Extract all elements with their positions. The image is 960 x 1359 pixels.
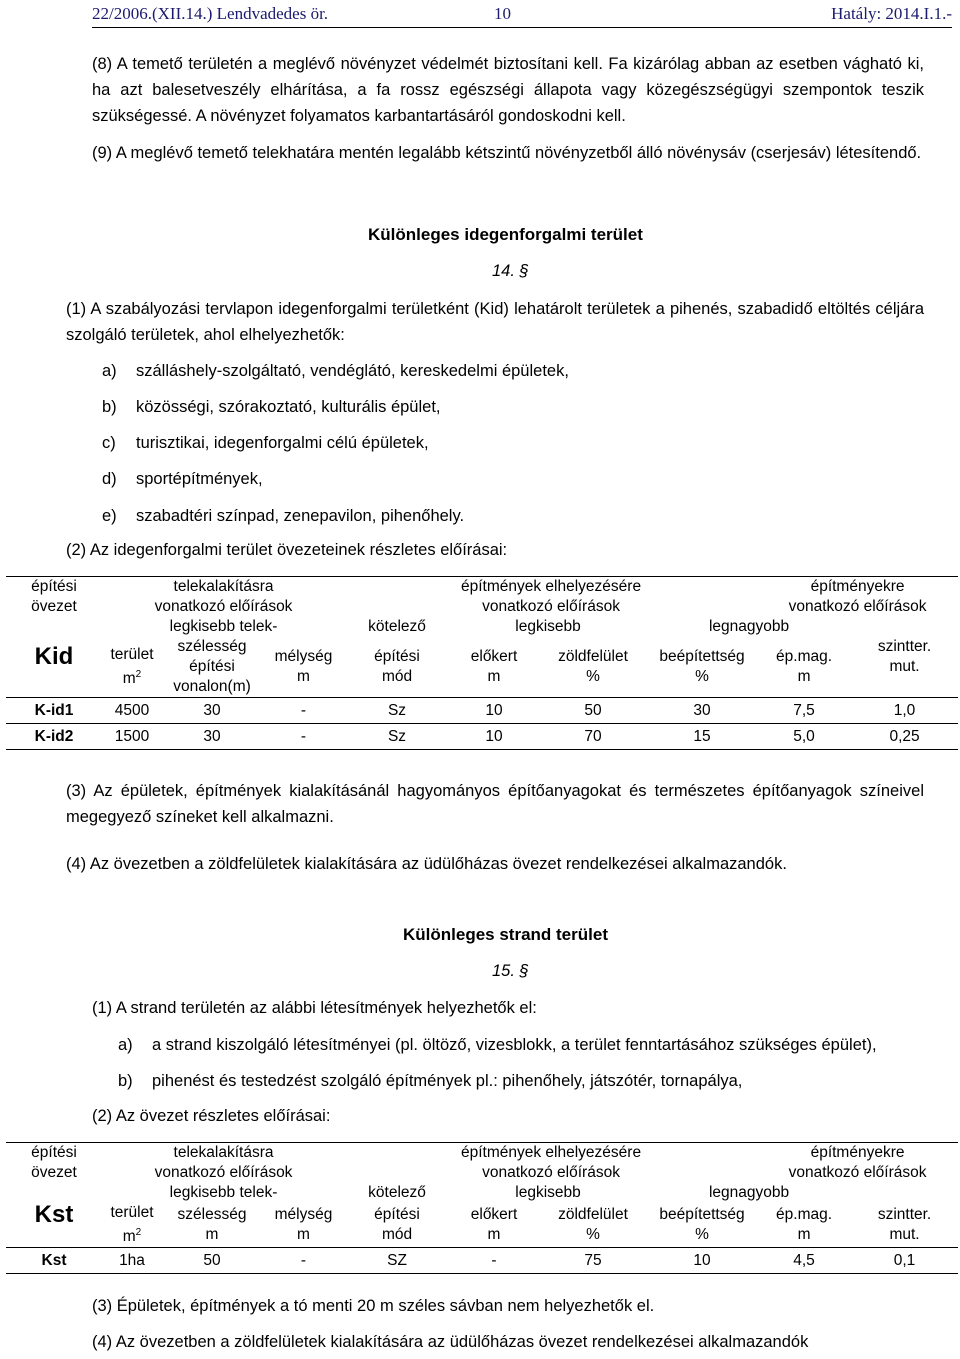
table-header-cell: beépítettség %	[659, 1206, 745, 1244]
s14-paragraph-1: (1) A szabályozási tervlapon idegenforgalmi területként (Kid) lehatárolt területek a pihenés, szabadidő eltöltés céljára szolgáló területek, ahol elhelyezhetők:	[66, 300, 924, 344]
table-header-cell: zöldfelület %	[558, 648, 628, 685]
running-header	[92, 2, 952, 24]
table-cell: 50	[539, 698, 647, 724]
header-rule	[92, 27, 952, 28]
table-header-cell: építményekre vonatkozó előírások	[788, 1144, 927, 1181]
table-cell: -	[262, 724, 345, 750]
section-15-title: Különleges strand terület	[403, 925, 608, 944]
table-header-cell: terület $m^2$	[110, 1204, 154, 1246]
table-header-cell: építmények elhelyezésére vonatkozó előírások	[460, 1144, 642, 1181]
table-cell: 30	[647, 698, 757, 724]
table-header-cell: építmények elhelyezésére vonatkozó előírások	[460, 578, 642, 615]
table-header-cell: terület $m^2$	[110, 645, 154, 688]
table-header-cell: építési övezet	[31, 1144, 77, 1181]
section-14-number: 14. §	[492, 262, 529, 280]
table-cell: K-id2	[6, 724, 102, 750]
table-row	[6, 698, 958, 724]
s15-paragraph-1: (1) A strand területén az alábbi létesítmények helyezhetők el:	[92, 999, 537, 1017]
table-cell: 1,0	[851, 698, 958, 724]
table-header-cell: legnagyobb	[708, 618, 790, 635]
table-cell: 30	[162, 698, 262, 724]
table-cell: 10	[647, 1248, 757, 1274]
kst-requirements-table	[6, 1142, 958, 1274]
table-header-cell: legkisebb telek-	[169, 618, 278, 635]
table-cell: 5,0	[757, 724, 851, 750]
s14-list-item: a) szálláshely-szolgáltató, vendéglátó, kereskedelmi épületek,	[102, 362, 569, 380]
zone-code: Kid	[34, 643, 74, 670]
table-cell: 0,1	[851, 1248, 958, 1274]
s14-list-item: e) szabadtéri színpad, zenepavilon, pihenőhely.	[102, 507, 465, 525]
s15-paragraph-4: (4) Az övezetben a zöldfelületek kialakítására az üdülőházas övezet rendelkezései alkalmazandók	[92, 1333, 809, 1351]
table-cell: 4500	[102, 698, 162, 724]
s14-paragraph-2: (2) Az idegenforgalmi terület övezeteinek részletes előírásai:	[66, 541, 508, 559]
section-14-title: Különleges idegenforgalmi terület	[368, 225, 643, 244]
table-cell: -	[262, 1248, 345, 1274]
table-header-cell: mélység m	[274, 648, 333, 685]
s15-list-item: b) pihenést és testedzést szolgáló építmények pl.: pihenőhely, játszótér, tornapálya,	[118, 1072, 743, 1090]
table-cell: Sz	[345, 698, 449, 724]
table-header-cell: szélesség m	[177, 1206, 247, 1244]
s14-list-item: c) turisztikai, idegenforgalmi célú épületek,	[102, 434, 429, 452]
table-header-cell: szintter. mut.	[877, 638, 932, 675]
section-15-number: 15. §	[492, 962, 529, 980]
table-cell: SZ	[345, 1248, 449, 1274]
table-header-cell: legkisebb telek-	[169, 1184, 278, 1201]
table-cell: 15	[647, 724, 757, 750]
s14-list-item: b) közösségi, szórakoztató, kulturális épület,	[102, 398, 441, 416]
table-cell: 10	[449, 698, 539, 724]
table-header-cell: legkisebb	[515, 618, 581, 635]
table-header-cell: építési övezet	[31, 578, 77, 615]
table-header-cell: kötelező	[368, 1184, 426, 1201]
table-header-cell: előkert m	[470, 648, 518, 685]
table-cell: 1ha	[102, 1248, 162, 1274]
s15-paragraph-3: (3) Épületek, építmények a tó menti 20 m széles sávban nem helyezhetők el.	[92, 1297, 655, 1315]
table-row	[6, 724, 958, 750]
table-cell: -	[449, 1248, 539, 1274]
table-header-cell: telekalakításra vonatkozó előírások	[154, 1144, 293, 1181]
table-cell: 75	[539, 1248, 647, 1274]
header-page-number: 10	[494, 4, 511, 23]
table-cell: K-id1	[6, 698, 102, 724]
s15-paragraph-2: (2) Az övezet részletes előírásai:	[92, 1107, 331, 1125]
table-cell: -	[262, 698, 345, 724]
kid-requirements-table	[6, 576, 958, 750]
table-header-cell: szintter. mut.	[877, 1206, 932, 1244]
table-cell: 70	[539, 724, 647, 750]
table-header-cell: ép.mag. m	[776, 648, 833, 685]
table-header-cell: ép.mag. m	[776, 1206, 833, 1244]
table-cell: Sz	[345, 724, 449, 750]
table-header-cell: építményekre vonatkozó előírások	[788, 578, 927, 615]
table-header-cell: beépítettség %	[659, 648, 745, 685]
table-row	[6, 1248, 958, 1274]
table-header-cell: zöldfelület %	[558, 1206, 628, 1244]
s14-paragraph-3: (3) Az épületek, építmények kialakításánál hagyományos építőanyagokat és természetes építőanyagok színeivel megegyező színeket kell alkalmazni.	[66, 782, 924, 826]
s14-list-item: d) sportépítmények,	[102, 470, 263, 488]
table-header-cell: építési mód	[374, 648, 420, 685]
table-header-cell: legkisebb	[515, 1184, 581, 1201]
table-header-cell: szélesség építési vonalon(m)	[173, 638, 251, 695]
table-cell: 7,5	[757, 698, 851, 724]
table-header-cell: legnagyobb	[708, 1184, 790, 1201]
table-header-cell: kötelező	[368, 618, 426, 635]
table-header-cell: telekalakításra vonatkozó előírások	[154, 578, 293, 615]
table-cell: 10	[449, 724, 539, 750]
header-regulation: 22/2006.(XII.14.) Lendvadedes ör.	[92, 4, 329, 23]
table-cell: 50	[162, 1248, 262, 1274]
paragraph-9: (9) A meglévő temető telekhatára mentén legalább kétszintű növényzetből álló növénysáv (cserjesáv) létesítendő.	[92, 144, 922, 162]
table-header-cell: mélység m	[274, 1206, 333, 1244]
s14-paragraph-4: (4) Az övezetben a zöldfelületek kialakítására az üdülőházas övezet rendelkezései alkalmazandók.	[66, 855, 787, 873]
table-cell: 0,25	[851, 724, 958, 750]
table-header-cell: előkert m	[470, 1206, 518, 1244]
s15-list-item: a) a strand kiszolgáló létesítményei (pl. öltöző, vizesblokk, a terület fenntartásához szükséges épület),	[118, 1036, 877, 1054]
zone-code: Kst	[34, 1201, 74, 1229]
table-cell: 30	[162, 724, 262, 750]
table-cell: Kst	[6, 1248, 102, 1274]
paragraph-8: (8) A temető területén a meglévő növényzet védelmét biztosítani kell. Fa kizárólag abban az esetben vágható ki, ha azt balesetveszély elhárítása, a fa rossz egészségi állapota vagy közegészségügyi szempontok teszik szükségessé. A növényzet folyamatos karbantartásáról gondoskodni kell.	[92, 55, 924, 125]
table-cell: 4,5	[757, 1248, 851, 1274]
header-effective-date: Hatály: 2014.I.1.-	[831, 4, 952, 23]
table-cell: 1500	[102, 724, 162, 750]
table-header-cell: építési mód	[374, 1206, 420, 1244]
